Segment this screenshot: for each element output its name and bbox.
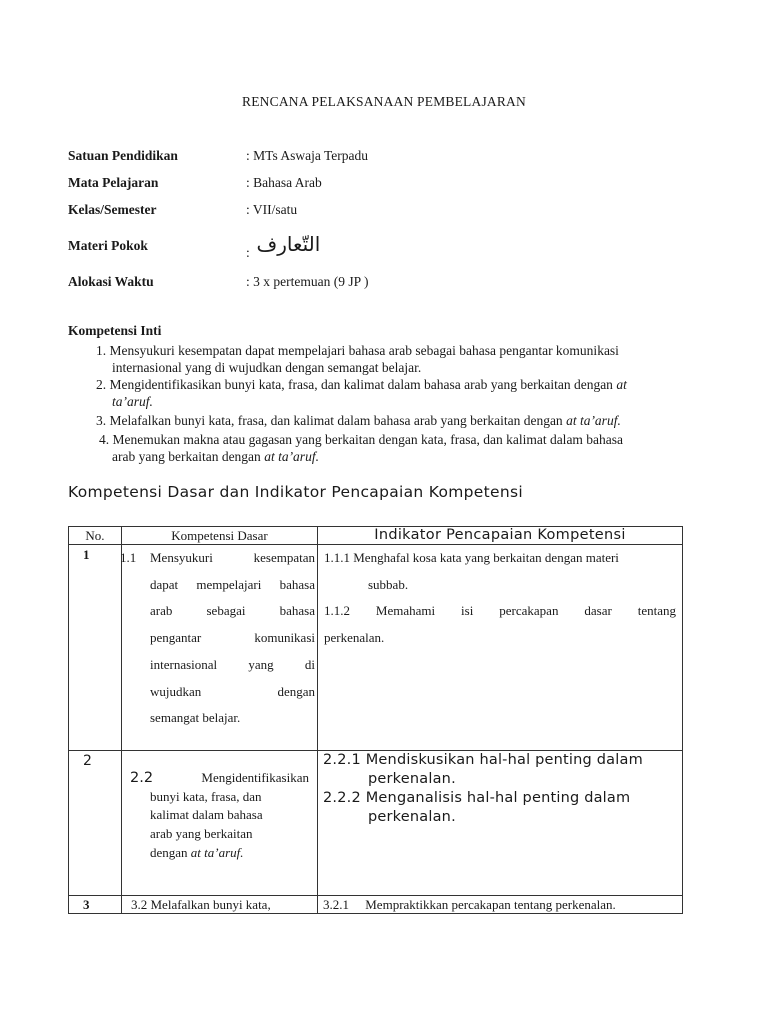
indikator-cell: 1.1.1 Menghafal kosa kata yang berkaitan dengan materi subbab. 1.1.2 Memahami isi percakapan dasar tentang perkenalan.: [318, 545, 682, 652]
ki-item-3-line-1: 3. Melafalkan bunyi kata, frasa, dan kalimat dalam bahasa arab yang berkaitan dengan at ta’aruf.: [96, 413, 621, 428]
meta-label-alokasi: Alokasi Waktu: [68, 274, 154, 289]
ki-item-2-line-1: 2. Mengidentifikasikan bunyi kata, frasa, dan kalimat dalam bahasa arab yang berkaitan dengan at: [96, 377, 627, 392]
indikator-2-2-2: 2.2.2 Menganalisis hal-hal penting dalam: [323, 790, 631, 806]
header-kd: Kompetensi Dasar: [122, 527, 318, 545]
indikator-1-1-1: 1.1.1 Menghafal kosa kata yang berkaitan dengan materi: [324, 550, 619, 565]
table-row: [69, 751, 683, 896]
row-number: 2: [83, 753, 92, 769]
ki-item-1-line-1: 1. Mensyukuri kesempatan dapat mempelajari bahasa arab sebagai bahasa pengantar komunikasi: [96, 343, 619, 358]
meta-value-kelas: : VII/satu: [246, 202, 298, 217]
meta-value-alokasi: : 3 x pertemuan (9 JP ): [246, 274, 369, 289]
ki-item-4-line-2: arab yang berkaitan dengan at ta’aruf.: [112, 449, 319, 464]
kd-heading: Kompetensi Dasar dan Indikator Pencapaian Kompetensi: [68, 483, 523, 501]
kd-cell: 2.2 Mengidentifikasikan bunyi kata, frasa, dan kalimat dalam bahasa arab yang berkaitan dengan at ta’aruf.: [130, 770, 309, 860]
ki-item-2-line-2: ta’aruf.: [112, 394, 153, 409]
kd-cell: 1.1 Mensyukuri kesempatan dapat mempelajari bahasa arab sebagai bahasa pengantar komunikasi internasional yang di wujudkan dengan semangat belajar.: [120, 550, 315, 726]
meta-label-materi: Materi Pokok: [68, 238, 148, 253]
document-title: RENCANA PELAKSANAAN PEMBELAJARAN: [242, 94, 526, 109]
ki-item-1-line-2: internasional yang di wujudkan dengan semangat belajar.: [112, 360, 422, 375]
meta-value-mapel: : Bahasa Arab: [246, 175, 322, 190]
header-no: No.: [69, 527, 122, 545]
meta-label-satuan: Satuan Pendidikan: [68, 148, 178, 163]
indikator-cell: 2.2.1 Mendiskusikan hal-hal penting dalam perkenalan. 2.2.2 Menganalisis hal-hal penting dalam perkenalan.: [318, 751, 682, 827]
indikator-2-2-1: 2.2.1 Mendiskusikan hal-hal penting dalam: [323, 752, 643, 768]
header-indikator: Indikator Pencapaian Kompetensi: [318, 527, 683, 545]
row-number: 1: [83, 547, 90, 562]
kd-cell: 3.2 Melafalkan bunyi kata,: [131, 897, 271, 912]
table-row: [69, 896, 683, 914]
meta-value-satuan: : MTs Aswaja Terpadu: [246, 148, 368, 163]
row-number: 3: [83, 897, 90, 912]
kd-table: [68, 526, 683, 914]
table-header-row: [69, 527, 683, 545]
table-row: [69, 545, 683, 751]
ki-heading: Kompetensi Inti: [68, 323, 162, 338]
meta-label-mapel: Mata Pelajaran: [68, 175, 159, 190]
indikator-3-2-1: 3.2.1 Mempraktikkan percakapan tentang perkenalan.: [323, 897, 616, 912]
meta-value-materi: : التّعارف: [246, 232, 321, 260]
ki-item-4-line-1: 4. Menemukan makna atau gagasan yang berkaitan dengan kata, frasa, dan kalimat dalam bahasa: [99, 432, 624, 447]
indikator-1-1-2: 1.1.2 Memahami isi percakapan dasar tentang: [324, 603, 676, 619]
meta-label-kelas: Kelas/Semester: [68, 202, 157, 217]
